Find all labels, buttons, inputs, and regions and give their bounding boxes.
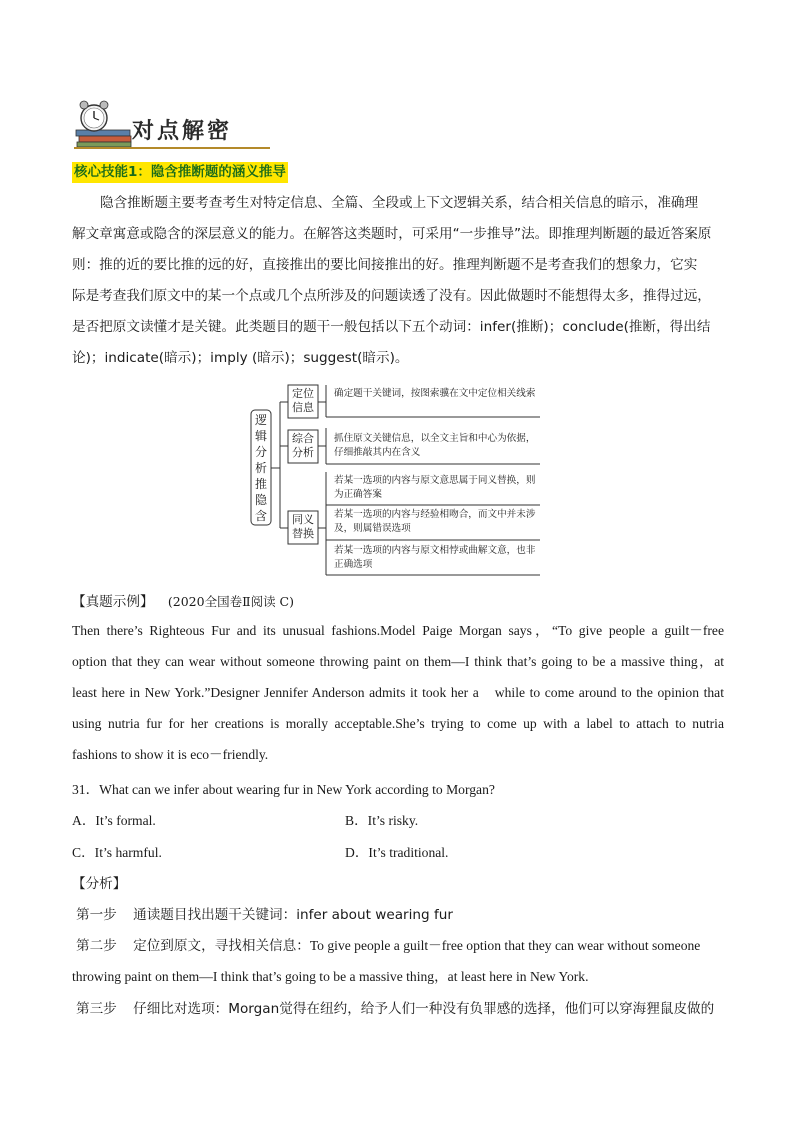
intro-line: 论)；indicate(暗示)；imply (暗示)；suggest(暗示)。 bbox=[72, 350, 409, 366]
intro-line: 解文章寓意或隐含的深层意义的能力。在解答这类题时，可采用“一步推导”法。即推理判断题的最近答案原 bbox=[72, 226, 712, 242]
analysis-step-2-continued: throwing paint on them—I think that’s going to be a massive thing，at least here in New York. bbox=[72, 969, 589, 984]
option-b bbox=[345, 809, 418, 829]
analysis-step-2 bbox=[76, 934, 724, 954]
diagram-item-text: 若某一选项的内容与原文意思属于同义替换，则为正确答案 bbox=[334, 475, 536, 500]
intro-line: 际是考查我们原文中的某一个点或几个点所涉及的问题读透了没有。因此做题时不能想得太多，推得过远， bbox=[72, 288, 711, 304]
option-key: C． bbox=[72, 845, 95, 860]
step-label: 第三步 bbox=[76, 1001, 117, 1017]
passage-line: using nutria fur for her creations is morally acceptable.She’s trying to come up with a label to attach to nutria bbox=[72, 716, 724, 731]
diagram-root-label: 逻辑分析推隐含 bbox=[254, 413, 267, 523]
intro-line: 是否把原文读懂才是关键。此类题目的题干一般包括以下五个动词：infer(推断)；conclude(推断，得出结 bbox=[72, 319, 711, 335]
option-a bbox=[72, 809, 156, 829]
passage-line: Then there’s Righteous Fur and its unusual fashions.Model Paige Morgan says，“To give people a guilt－free bbox=[72, 623, 724, 638]
example-source: (2020全国卷Ⅱ阅读 C) bbox=[167, 594, 294, 609]
example-passage bbox=[72, 615, 724, 770]
option-key: D． bbox=[345, 845, 369, 860]
analysis-heading: 【分析】 bbox=[72, 876, 127, 892]
diagram-branch-label: 综合分析 bbox=[292, 432, 314, 459]
option-d bbox=[345, 841, 448, 861]
analysis-step-1 bbox=[76, 903, 453, 923]
diagram-branch-label: 同义替换 bbox=[292, 513, 314, 540]
diagram-branch-label: 定位信息 bbox=[292, 387, 314, 414]
example-tag: 【真题示例】 bbox=[72, 594, 154, 610]
option-text: It’s traditional. bbox=[368, 845, 449, 860]
diagram-item-text: 若某一选项的内容与原文相悖或曲解文意，也非正确选项 bbox=[334, 545, 536, 570]
step-label: 第一步 bbox=[76, 907, 117, 923]
intro-paragraph bbox=[72, 188, 722, 374]
step-text: 定位到原文，寻找相关信息：To give people a guilt－free option that they can wear without someone bbox=[133, 938, 701, 953]
passage-line: option that they can wear without someone throwing paint on them—I think that’s going to be a massive thing，at bbox=[72, 654, 724, 669]
diagram-item-text: 若某一选项的内容与经验相吻合，而文中并未涉及，则属错误选项 bbox=[334, 509, 536, 534]
passage-line: least here in New York.”Designer Jennifer Anderson admits it took her a while to come around to the opinion that bbox=[72, 685, 724, 700]
option-c bbox=[72, 841, 162, 861]
question-text: 31．What can we infer about wearing fur in New York according to Morgan? bbox=[72, 782, 495, 797]
step-text: 通读题目找出题干关键词：infer about wearing fur bbox=[133, 907, 453, 923]
banner-title: 对点解密 bbox=[132, 119, 233, 144]
option-text: It’s risky. bbox=[367, 813, 419, 828]
option-key: A． bbox=[72, 813, 96, 828]
logic-diagram bbox=[248, 380, 548, 580]
section-banner bbox=[74, 100, 274, 150]
intro-line: 则：推的近的要比推的远的好，直接推出的要比间接推出的好。推理判断题不是考查我们的想象力，它实 bbox=[72, 257, 698, 273]
banner-underline bbox=[74, 147, 270, 149]
intro-line: 隐含推断题主要考查考生对特定信息、全篇、全段或上下文逻辑关系，结合相关信息的暗示，准确理 bbox=[100, 195, 699, 211]
step-label: 第二步 bbox=[76, 938, 117, 954]
option-text: It’s formal. bbox=[95, 813, 156, 828]
diagram-item-text: 确定题干关键词，按图索骥在文中定位相关线索 bbox=[334, 388, 536, 399]
passage-line: fashions to show it is eco－friendly. bbox=[72, 747, 269, 762]
option-key: B． bbox=[345, 813, 368, 828]
step-text: 仔细比对选项：Morgan觉得在纽约，给予人们一种没有负罪感的选择，他们可以穿海狸鼠皮做的 bbox=[133, 1001, 715, 1017]
option-text: It’s harmful. bbox=[94, 845, 162, 860]
analysis-step-3 bbox=[76, 997, 714, 1017]
skill-heading: 核心技能1：隐含推断题的涵义推导 bbox=[72, 162, 288, 183]
clock-and-books-icon bbox=[74, 100, 134, 148]
diagram-item-text: 抓住原文关键信息，以全文主旨和中心为依据，仔细推敲其内在含义 bbox=[334, 433, 536, 458]
example-heading bbox=[72, 590, 294, 610]
